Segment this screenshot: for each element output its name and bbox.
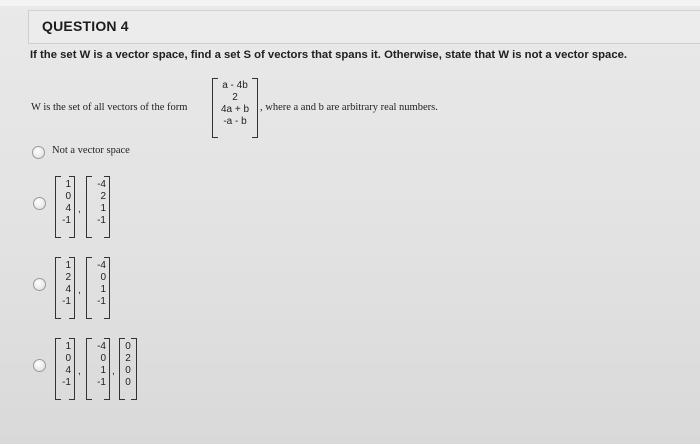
matrix-entry: 0	[100, 353, 106, 364]
separator-comma: ,	[78, 366, 81, 377]
matrix-entry: -1	[97, 377, 106, 388]
matrix-entry: -1	[62, 296, 71, 307]
option-radio-1[interactable]	[32, 146, 45, 159]
w-entry-2: 2	[232, 92, 238, 103]
matrix-entry: 1	[65, 341, 71, 352]
question-prompt: If the set W is a vector space, find a set S of vectors that spans it. Otherwise, state that W is not a vector space.	[30, 49, 628, 61]
option-2-vector-1	[55, 176, 75, 238]
matrix-entry: 2	[65, 272, 71, 283]
matrix-entry: 4	[65, 365, 71, 376]
option-label-not-vector-space: Not a vector space	[52, 145, 130, 156]
matrix-entry: -4	[97, 179, 106, 190]
w-description-after: , where a and b are arbitrary real numbers.	[260, 102, 438, 113]
w-vector-matrix	[212, 78, 258, 138]
separator-comma: ,	[112, 366, 115, 377]
question-title: QUESTION 4	[42, 18, 129, 34]
matrix-entry: -1	[62, 377, 71, 388]
option-3-vector-2	[86, 257, 110, 319]
matrix-entry: 4	[65, 203, 71, 214]
top-strip	[0, 0, 700, 6]
option-radio-3[interactable]	[33, 278, 46, 291]
matrix-entry: 0	[125, 365, 131, 376]
matrix-entry: -1	[62, 215, 71, 226]
matrix-entry: 0	[125, 341, 131, 352]
matrix-entry: 0	[125, 377, 131, 388]
matrix-entry: -4	[97, 260, 106, 271]
matrix-entry: 0	[100, 272, 106, 283]
w-description-before: W is the set of all vectors of the form	[31, 102, 188, 113]
matrix-entry: 1	[65, 179, 71, 190]
option-3-vector-1	[55, 257, 75, 319]
matrix-entry: 2	[100, 191, 106, 202]
matrix-entry: 1	[100, 203, 106, 214]
matrix-entry: 1	[65, 260, 71, 271]
matrix-entry: -1	[97, 215, 106, 226]
separator-comma: ,	[78, 285, 81, 296]
w-entry-3: 4a + b	[220, 104, 250, 115]
matrix-entry: 4	[65, 284, 71, 295]
matrix-entry: 0	[65, 353, 71, 364]
w-entry-1: a - 4b	[222, 80, 248, 91]
matrix-entry: 2	[125, 353, 131, 364]
matrix-entry: 0	[65, 191, 71, 202]
option-4-vector-3	[119, 338, 137, 400]
option-2-vector-2	[86, 176, 110, 238]
matrix-entry: 1	[100, 284, 106, 295]
w-entry-4: -a - b	[223, 116, 247, 127]
matrix-entry: -4	[97, 341, 106, 352]
option-4-vector-2	[86, 338, 110, 400]
option-radio-2[interactable]	[33, 197, 46, 210]
option-radio-4[interactable]	[33, 359, 46, 372]
option-4-vector-1	[55, 338, 75, 400]
matrix-entry: -1	[97, 296, 106, 307]
separator-comma: ,	[78, 204, 81, 215]
matrix-entry: 1	[100, 365, 106, 376]
